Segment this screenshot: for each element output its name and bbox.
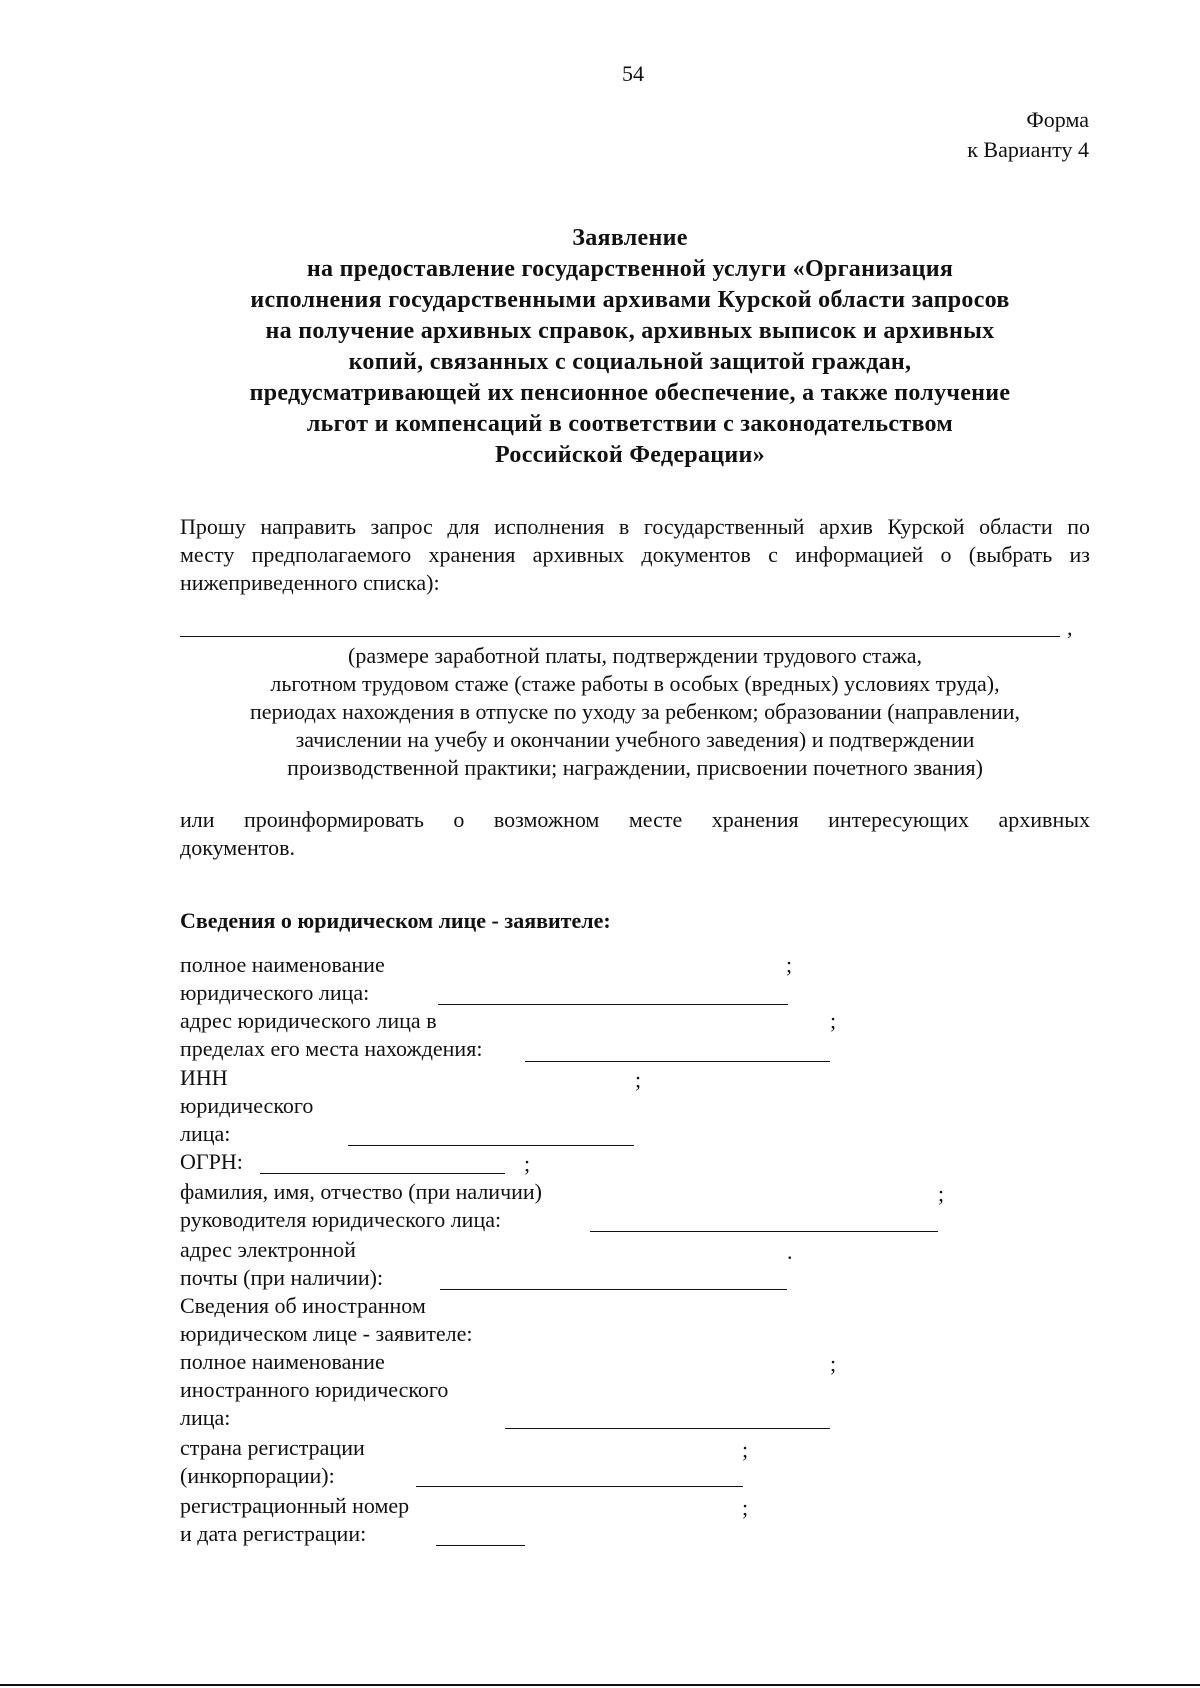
field-label-head: фамилия, имя, отчество (при наличии) <box>180 1179 543 1204</box>
form-label-line-1: Форма <box>1026 107 1089 132</box>
title-line: Российской Федерации» <box>495 442 765 468</box>
email-fill-line[interactable] <box>440 1289 787 1290</box>
field-label-inn: ИНН <box>180 1065 228 1090</box>
regnum-fill-line[interactable] <box>436 1545 525 1546</box>
foreign-section-label: юридическом лице - заявителе: <box>180 1321 473 1346</box>
field-label-inn: юридического <box>180 1093 314 1118</box>
field-label-email: почты (при наличии): <box>180 1265 384 1290</box>
head-fill-line[interactable] <box>590 1231 938 1232</box>
field-label-foreign-name: иностранного юридического <box>180 1377 449 1402</box>
document-title <box>180 223 1080 471</box>
title-line: исполнения государственными архивами Курской области запросов <box>250 287 1010 313</box>
semicolon: ; <box>830 1008 837 1033</box>
title-line: Заявление <box>572 225 688 251</box>
scan-edge-line <box>0 1684 1200 1686</box>
title-line: на предоставление государственной услуги «Организация <box>306 256 954 282</box>
inform-line: документов. <box>180 835 295 860</box>
field-label-full-name: юридического лица: <box>180 980 370 1005</box>
semicolon: ; <box>742 1437 749 1462</box>
field-label-address: адрес юридического лица в <box>180 1008 437 1033</box>
field-label-country: страна регистрации <box>180 1435 365 1460</box>
page-number: 54 <box>622 61 644 86</box>
section-heading: Сведения о юридическом лице - заявителе: <box>180 908 611 933</box>
foreign-name-fill-line[interactable] <box>505 1428 830 1429</box>
inn-fill-line[interactable] <box>348 1145 634 1146</box>
field-label-inn: лица: <box>180 1121 231 1146</box>
option-line: льготном трудовом стаже (стаже работы в особых (вредных) условиях труда), <box>270 671 1000 696</box>
semicolon: ; <box>635 1067 642 1092</box>
address-fill-line[interactable] <box>525 1061 830 1062</box>
request-line: Прошу направить запрос для исполнения в государственный архив Курской области по <box>180 514 1090 539</box>
title-line: предусматривающей их пенсионное обеспечение, а также получение <box>249 380 1011 406</box>
title-line: льгот и компенсаций в соответствии с законодательством <box>306 411 954 437</box>
field-label-foreign-name: полное наименование <box>180 1349 385 1374</box>
field-label-head: руководителя юридического лица: <box>180 1207 502 1232</box>
title-line: копий, связанных с социальной защитой граждан, <box>348 349 912 375</box>
field-label-address: пределах его места нахождения: <box>180 1036 483 1061</box>
options-list <box>180 642 1090 782</box>
semicolon: ; <box>830 1351 837 1376</box>
field-label-regnum: и дата регистрации: <box>180 1521 367 1546</box>
semicolon: ; <box>742 1495 749 1520</box>
option-line: (размере заработной платы, подтверждении трудового стажа, <box>348 643 922 668</box>
semicolon: ; <box>524 1151 531 1176</box>
ogrn-fill-line[interactable] <box>260 1173 505 1174</box>
request-line: месту предполагаемого хранения архивных документов с информацией о (выбрать из <box>180 542 1090 567</box>
option-line: производственной практики; награждении, присвоении почетного звания) <box>287 755 983 780</box>
request-paragraph <box>180 513 1090 597</box>
field-label-country: (инкорпорации): <box>180 1463 335 1488</box>
option-line: периодах нахождения в отпуске по уходу за ребенком; образовании (направлении, <box>249 699 1021 724</box>
field-label-email: адрес электронной <box>180 1237 356 1262</box>
country-fill-line[interactable] <box>416 1486 743 1487</box>
inform-paragraph <box>180 806 1090 862</box>
option-line: зачислении на учебу и окончании учебного заведения) и подтверждении <box>295 727 975 752</box>
field-label-regnum: регистрационный номер <box>180 1493 410 1518</box>
field-label-full-name: полное наименование <box>180 952 385 977</box>
request-line: нижеприведенного списка): <box>180 570 440 595</box>
request-comma: , <box>1067 615 1073 640</box>
foreign-section-label: Сведения об иностранном <box>180 1293 426 1318</box>
inform-line: или проинформировать о возможном месте хранения интересующих архивных <box>180 807 1090 832</box>
field-label-foreign-name: лица: <box>180 1405 231 1430</box>
period: . <box>787 1239 793 1264</box>
title-line: на получение архивных справок, архивных выписок и архивных <box>265 318 995 344</box>
semicolon: ; <box>786 952 793 977</box>
semicolon: ; <box>938 1181 945 1206</box>
field-label-ogrn: ОГРН: <box>180 1149 243 1174</box>
full-name-fill-line[interactable] <box>438 1004 788 1005</box>
request-fill-line[interactable] <box>180 636 1060 637</box>
form-label-line-2: к Варианту 4 <box>967 137 1089 162</box>
